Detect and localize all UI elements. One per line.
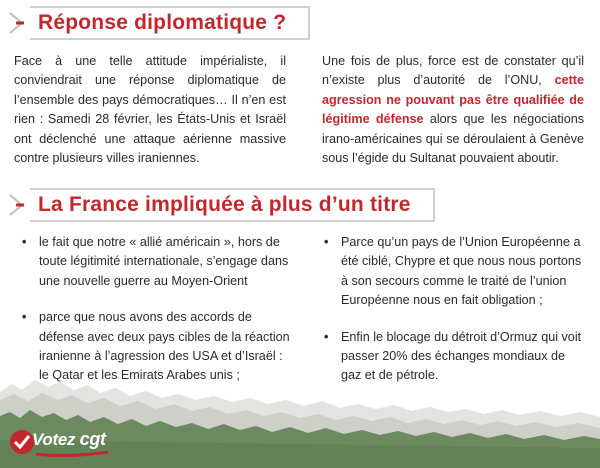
section-header-diplomatic-response	[8, 6, 310, 40]
bullet-icon: •	[324, 329, 329, 344]
list-item	[22, 233, 292, 291]
list-item-text: Parce qu’un pays de l’Union Européenne a été ciblé, Chypre et que nous nous portons à son secours comme le traité de l’union Européenne nous en fait obligation ;	[341, 235, 582, 308]
logo-text	[32, 429, 106, 450]
bullet-icon: •	[22, 235, 27, 249]
list-item	[324, 233, 584, 311]
section-title-box	[30, 188, 435, 222]
arrow-marker-icon	[8, 9, 28, 37]
logo-prefix: Votez	[32, 430, 80, 449]
paragraph-right	[322, 52, 584, 168]
bullet-icon: •	[324, 235, 329, 249]
section-title: La France impliquée à plus d’un titre	[38, 193, 411, 216]
list-item-text: parce que nous avons des accords de défense avec deux pays cibles de la réaction iranienne à l’agression des USA et d’Israël : le Qatar et les Emirats Arabes unis ;	[39, 310, 290, 383]
paragraph-left: Face à une telle attitude impérialiste, il conviendrait une réponse diplomatique de l’ensemble des pays démocratiques… Il n’en est rien : Samedi 28 février, les États-Unis et Israël ont déclenché une attaque aérienne massive contre plusieurs villes iraniennes.	[14, 54, 286, 166]
section-header-france-involved	[8, 188, 435, 222]
paragraph-right-highlight: cette agression ne pouvant pas être qualifiée de légitime défense	[322, 73, 584, 127]
section-title: Réponse diplomatique ?	[38, 11, 287, 34]
list-item-text: le fait que notre « allié américain », hors de toute légitimité internationale, s’engage dans une nouvelle guerre au Moyen-Orient	[39, 235, 289, 288]
section-title-box	[30, 6, 310, 40]
list-item-text: Enfin le blocage du détroit d’Ormuz qui voit passer 20% des échanges mondiaux de gaz et de pétrole.	[341, 329, 582, 383]
logo-brand: cgt	[79, 429, 106, 449]
arrow-marker-icon	[8, 191, 28, 219]
paragraph-right-text-end: alors que les négociations irano-américaines qui se déroulaient à Genève sous l’égide du Sultanat pouvaient aboutir.	[322, 112, 585, 166]
paragraph-right-text-start: Une fois de plus, force est de constater qu’il n’existe plus d’autorité de l’ONU,	[322, 54, 584, 88]
bullet-icon: •	[22, 310, 27, 325]
